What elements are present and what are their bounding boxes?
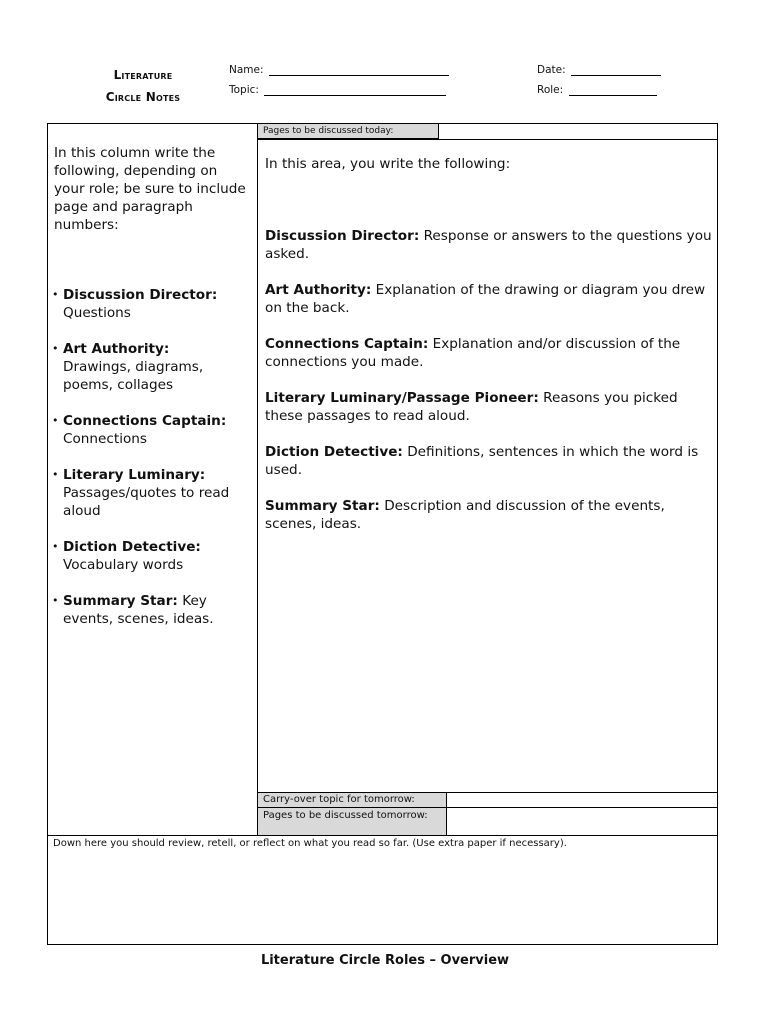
pages-tomorrow-input[interactable] bbox=[447, 808, 718, 835]
name-label: Name: bbox=[229, 64, 264, 76]
desc-discussion-director bbox=[265, 227, 717, 263]
role-item-art-authority bbox=[52, 340, 256, 394]
topic-blank-line[interactable] bbox=[264, 85, 446, 96]
role-desc: Drawings, diagrams, poems, collages bbox=[63, 359, 204, 393]
date-field[interactable] bbox=[537, 64, 661, 76]
role-label: Role: bbox=[537, 84, 564, 96]
title-line-1: Literature bbox=[113, 68, 173, 82]
role-name: Art Authority: bbox=[63, 341, 170, 357]
date-blank-line[interactable] bbox=[571, 65, 661, 76]
date-label: Date: bbox=[537, 64, 566, 76]
name-blank-line[interactable] bbox=[269, 65, 449, 76]
role-desc: Passages/quotes to read aloud bbox=[63, 485, 230, 519]
reflection-instructions: Down here you should review, retell, or reflect on what you read so far. (Use extra paper if necessary). bbox=[53, 838, 567, 849]
role-name: Discussion Director: bbox=[63, 287, 218, 303]
right-column-instructions: In this area, you write the following: bbox=[265, 156, 511, 172]
desc-text: Response or answers to the questions you asked. bbox=[265, 228, 712, 262]
desc-role-name: Diction Detective: bbox=[265, 444, 403, 460]
role-field[interactable] bbox=[537, 84, 657, 96]
role-desc: Connections bbox=[63, 431, 147, 447]
desc-text: Reasons you picked these passages to read aloud. bbox=[265, 390, 678, 424]
bullet-icon: • bbox=[52, 594, 59, 607]
bullet-icon: • bbox=[52, 342, 59, 355]
role-desc: Key events, scenes, ideas. bbox=[63, 593, 214, 627]
role-item-connections-captain bbox=[52, 412, 256, 448]
desc-text: Definitions, sentences in which the word is used. bbox=[265, 444, 699, 478]
bullet-icon: • bbox=[52, 288, 59, 301]
carry-over-label: Carry-over topic for tomorrow: bbox=[258, 793, 447, 808]
top-bar-line bbox=[258, 139, 718, 140]
pages-today-label: Pages to be discussed today: bbox=[258, 124, 439, 139]
desc-text: Explanation of the drawing or diagram you drew on the back. bbox=[265, 282, 706, 316]
pages-tomorrow-label: Pages to be discussed tomorrow: bbox=[258, 808, 447, 835]
desc-diction-detective bbox=[265, 443, 717, 479]
bullet-icon: • bbox=[52, 540, 59, 553]
desc-text: Description and discussion of the events, scenes, ideas. bbox=[265, 498, 665, 532]
desc-text: Explanation and/or discussion of the connections you made. bbox=[265, 336, 681, 370]
role-name: Summary Star: bbox=[63, 593, 178, 609]
desc-art-authority bbox=[265, 281, 717, 317]
role-name: Diction Detective: bbox=[63, 539, 201, 555]
role-desc: Vocabulary words bbox=[63, 557, 184, 573]
bullet-icon: • bbox=[52, 414, 59, 427]
role-item-diction-detective bbox=[52, 538, 256, 574]
worksheet-title bbox=[82, 64, 204, 108]
bottom-section-divider bbox=[47, 835, 718, 836]
title-line-2: Circle Notes bbox=[105, 90, 181, 104]
role-descriptions bbox=[265, 227, 717, 551]
role-item-summary-star bbox=[52, 592, 256, 628]
column-divider bbox=[257, 124, 258, 836]
desc-literary-luminary bbox=[265, 389, 717, 425]
carry-over-input[interactable] bbox=[447, 793, 718, 807]
role-blank-line[interactable] bbox=[569, 85, 657, 96]
left-column-instructions: In this column write the following, depending on your role; be sure to include page and paragraph numbers: bbox=[54, 145, 246, 233]
topic-field[interactable] bbox=[229, 84, 446, 96]
bullet-icon: • bbox=[52, 468, 59, 481]
pages-today-input[interactable] bbox=[439, 124, 718, 139]
desc-connections-captain bbox=[265, 335, 717, 371]
name-field[interactable] bbox=[229, 64, 449, 76]
desc-role-name: Summary Star: bbox=[265, 498, 380, 514]
role-name: Literary Luminary: bbox=[63, 467, 206, 483]
desc-role-name: Connections Captain: bbox=[265, 336, 429, 352]
role-name: Connections Captain: bbox=[63, 413, 227, 429]
reflection-area[interactable] bbox=[48, 852, 717, 944]
roles-list bbox=[52, 286, 256, 646]
desc-summary-star bbox=[265, 497, 717, 533]
role-desc: Questions bbox=[63, 305, 131, 321]
topic-label: Topic: bbox=[229, 84, 259, 96]
desc-role-name: Discussion Director: bbox=[265, 228, 420, 244]
page-footer-title: Literature Circle Roles – Overview bbox=[260, 953, 510, 968]
desc-role-name: Art Authority: bbox=[265, 282, 372, 298]
desc-role-name: Literary Luminary/Passage Pioneer: bbox=[265, 390, 539, 406]
role-item-literary-luminary bbox=[52, 466, 256, 520]
role-item-discussion-director bbox=[52, 286, 256, 322]
